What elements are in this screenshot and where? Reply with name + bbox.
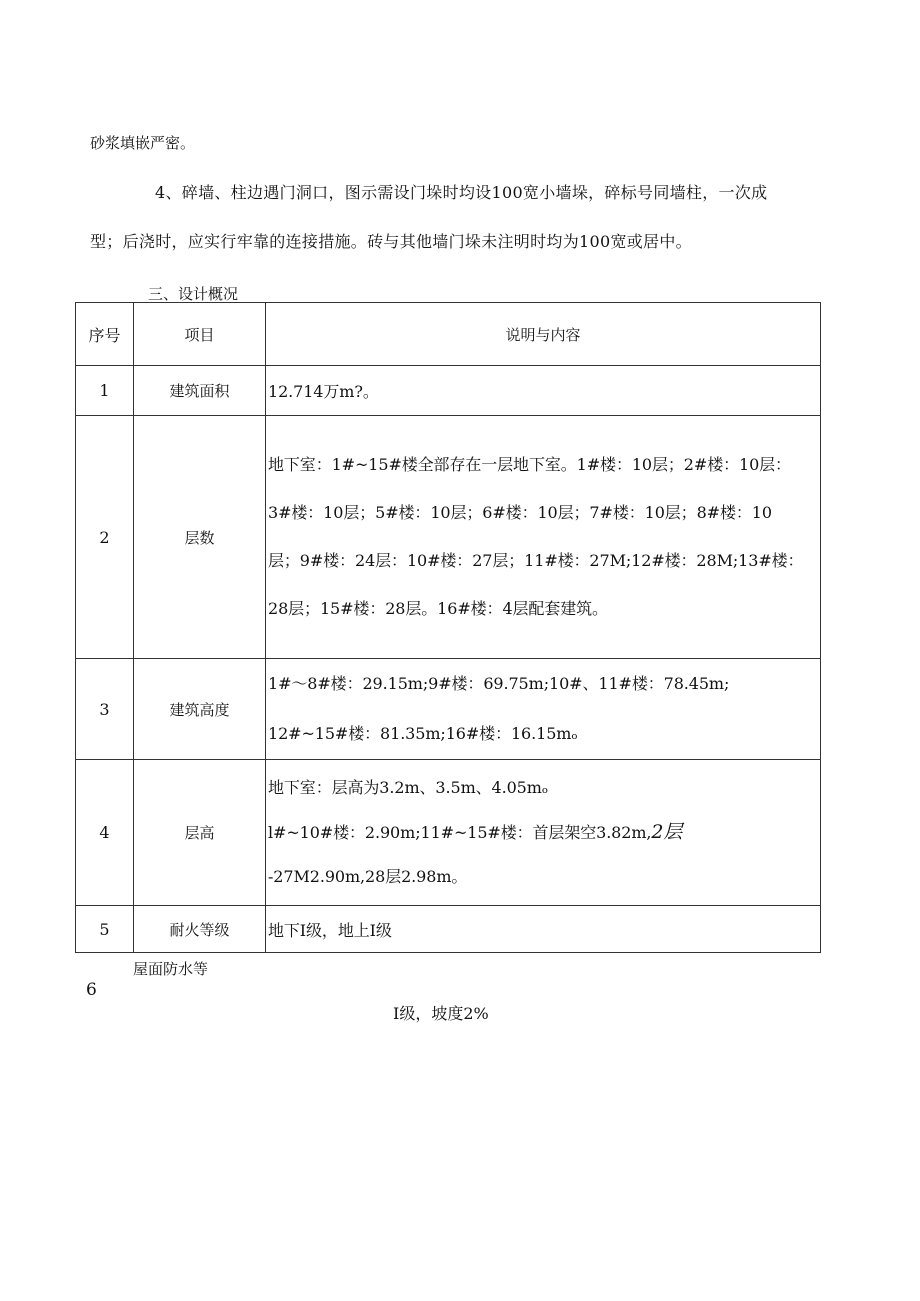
content-line: -27M2.90m,28层2.98m。 (268, 867, 468, 886)
content-line: 12#~15#楼：81.35m;16#楼：16.15mₒ (268, 724, 578, 743)
paragraph-item-4: 4、碎墙、柱边遇门洞口，图示需设门垛时均设100宽小墙垛，碎标号同墙柱，一次成 (155, 183, 768, 202)
table-header-row (76, 303, 821, 366)
row-no: 5 (76, 906, 134, 953)
table-row (76, 416, 821, 659)
paragraph-continued: 砂浆填嵌严密。 (90, 134, 196, 152)
content-line-text: l#~10#楼：2.90m;11#~15#楼：首层架空3.82m, (268, 823, 652, 842)
row-content (266, 366, 821, 416)
row-item: 耐火等级 (134, 906, 266, 953)
table-row (76, 760, 821, 906)
row6-content: I级，坡度2% (393, 1004, 489, 1023)
row-content (266, 416, 821, 659)
row-no: 1 (76, 366, 134, 416)
row6-no: 6 (86, 980, 97, 1000)
row-item: 层高 (134, 760, 266, 906)
content-line: 层；9#楼：24层：10#楼：27层；11#楼：27M;12#楼：28M;13#楼： (268, 551, 804, 570)
content-line-italic-tail: 2层 (651, 821, 683, 843)
content-line (268, 810, 820, 855)
content-line: 1#～8#楼：29.15m;9#楼：69.75m;10#、11#楼：78.45m; (268, 674, 730, 693)
row-item: 建筑面积 (134, 366, 266, 416)
row-item: 层数 (134, 416, 266, 659)
row6-item: 屋面防水等 (133, 960, 209, 978)
table-row (76, 659, 821, 760)
header-no: 序号 (76, 303, 134, 366)
table-row (76, 366, 821, 416)
header-content: 说明与内容 (266, 303, 821, 366)
section-title: 三、设计概况 (148, 285, 239, 303)
row-no: 2 (76, 416, 134, 659)
content-line: 地下室：1#~15#楼全部存在一层地下室。1#楼：10层；2#楼：10层： (268, 455, 791, 474)
content-line: 3#楼：10层；5#楼：10层；6#楼：10层；7#楼：10层；8#楼：10 (268, 503, 772, 522)
design-overview-table (75, 302, 821, 953)
row-no: 4 (76, 760, 134, 906)
header-item: 项目 (134, 303, 266, 366)
table-row (76, 906, 821, 953)
paragraph-item-4-continued: 型；后浇时，应实行牢靠的连接措施。砖与其他墙门垛未注明时均为100宽或居中。 (90, 232, 692, 251)
row-no: 3 (76, 659, 134, 760)
content-line: 12.714万m?。 (268, 382, 379, 401)
row-content (266, 906, 821, 953)
content-line: 28层；15#楼：28层。16#楼：4层配套建筑。 (268, 599, 608, 618)
content-line: 地下室：层高为3.2m、3.5m、4.05mₒ (268, 778, 548, 797)
content-line: 地下I级，地上I级 (268, 920, 392, 940)
row-content (266, 659, 821, 760)
row-content (266, 760, 821, 906)
row-item: 建筑高度 (134, 659, 266, 760)
